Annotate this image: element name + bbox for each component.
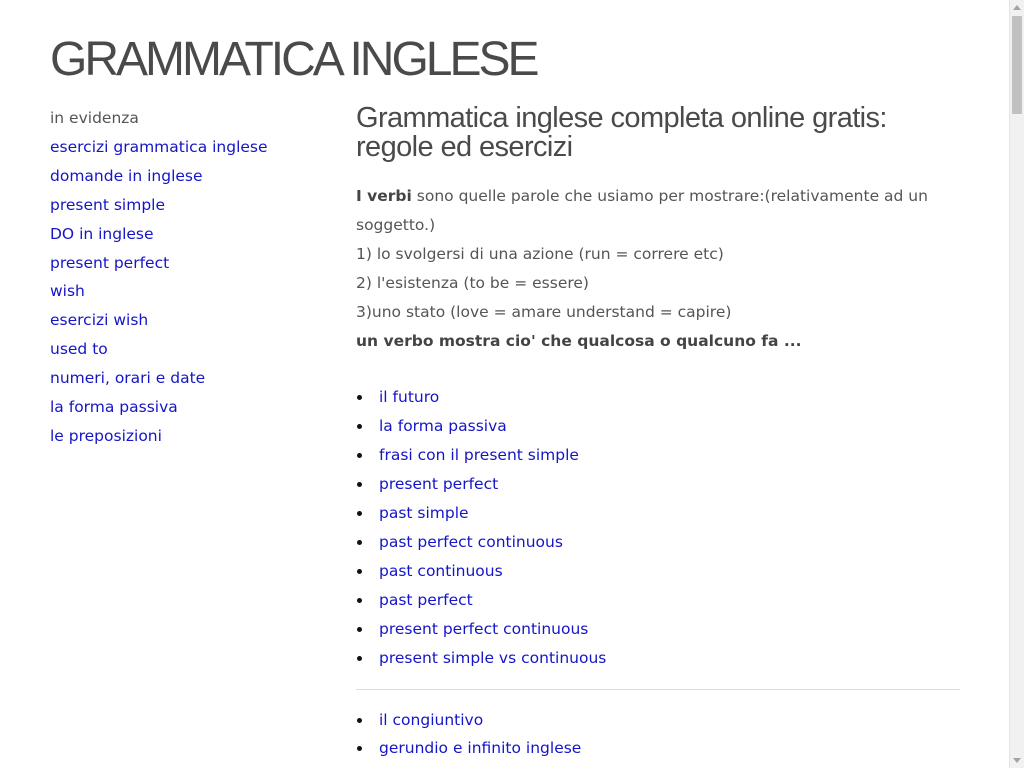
post-link-past-simple[interactable]: past simple (379, 504, 469, 523)
list-item (356, 412, 960, 441)
intro-summary-bold: un verbo mostra cio' che qualcosa o qualcuno fa ... (356, 331, 802, 350)
sidebar-link-present-simple[interactable]: present simple (50, 195, 166, 214)
post-list-verbs (356, 383, 960, 672)
sidebar-item (50, 306, 330, 335)
sidebar-link-list (50, 133, 330, 451)
scrollbar-thumb[interactable] (1012, 16, 1022, 114)
post-link-congiuntivo[interactable]: il congiuntivo (379, 710, 484, 729)
list-item (356, 383, 960, 412)
sidebar-item (50, 364, 330, 393)
sidebar-link-esercizi-wish[interactable]: esercizi wish (50, 311, 149, 330)
sidebar-item (50, 191, 330, 220)
post-link-past-perfect[interactable]: past perfect (379, 590, 473, 609)
intro-lead-rest: sono quelle parole che usiamo per mostrare:(relativamente ad un soggetto.) (356, 187, 928, 234)
sidebar-link-present-perfect[interactable]: present perfect (50, 253, 170, 272)
intro-text (356, 182, 960, 355)
post-link-gerundio-infinito[interactable]: gerundio e infinito inglese (379, 739, 582, 758)
post-link-past-perfect-continuous[interactable]: past perfect continuous (379, 532, 563, 551)
sidebar-link-wish[interactable]: wish (50, 282, 85, 301)
sidebar-item (50, 220, 330, 249)
list-item (356, 734, 960, 763)
post-link-past-continuous[interactable]: past continuous (379, 561, 503, 580)
site-title[interactable]: GRAMMATICA INGLESE (50, 33, 537, 86)
list-item (356, 441, 960, 470)
list-item (356, 528, 960, 557)
sidebar-item (50, 393, 330, 422)
post-list-other (356, 706, 960, 764)
sidebar-item (50, 422, 330, 451)
sidebar-link-preposizioni[interactable]: le preposizioni (50, 426, 162, 445)
list-item (356, 586, 960, 615)
scroll-down-arrow-icon[interactable] (1013, 758, 1021, 763)
intro-lead-bold: I verbi (356, 187, 412, 205)
post-link-futuro[interactable]: il futuro (379, 388, 440, 407)
sidebar (50, 104, 330, 451)
article-title: Grammatica inglese completa online gratis: regole ed esercizi (356, 102, 887, 163)
vertical-scrollbar[interactable] (1009, 0, 1024, 768)
post-link-present-simple-vs-continuous[interactable]: present simple vs continuous (379, 648, 607, 667)
intro-lead (356, 182, 960, 240)
list-item (356, 644, 960, 673)
list-item (356, 470, 960, 499)
sidebar-link-domande[interactable]: domande in inglese (50, 166, 203, 185)
sidebar-link-do[interactable]: DO in inglese (50, 224, 154, 243)
list-item (356, 499, 960, 528)
intro-summary (356, 327, 960, 356)
main-content (356, 104, 960, 763)
sidebar-item (50, 133, 330, 162)
post-link-present-perfect-continuous[interactable]: present perfect continuous (379, 619, 589, 638)
sidebar-link-esercizi-grammatica[interactable]: esercizi grammatica inglese (50, 137, 268, 156)
list-item (356, 557, 960, 586)
sidebar-link-used-to[interactable]: used to (50, 340, 108, 359)
intro-point-2: 2) l'esistenza (to be = essere) (356, 273, 589, 292)
intro-point-1: 1) lo svolgersi di una azione (run = correre etc) (356, 244, 724, 263)
list-item (356, 615, 960, 644)
scroll-up-arrow-icon[interactable] (1013, 5, 1021, 10)
post-link-forma-passiva[interactable]: la forma passiva (379, 417, 507, 436)
sidebar-item (50, 162, 330, 191)
post-link-frasi-present-simple[interactable]: frasi con il present simple (379, 446, 579, 465)
sidebar-item (50, 249, 330, 278)
sidebar-heading: in evidenza (50, 109, 139, 127)
sidebar-link-numeri[interactable]: numeri, orari e date (50, 369, 206, 388)
intro-point-3: 3)uno stato (love = amare understand = capire) (356, 302, 732, 321)
sidebar-item (50, 277, 330, 306)
list-item (356, 706, 960, 735)
post-link-present-perfect[interactable]: present perfect (379, 475, 499, 494)
sidebar-link-forma-passiva[interactable]: la forma passiva (50, 398, 178, 417)
sidebar-item (50, 335, 330, 364)
section-divider (356, 689, 960, 690)
